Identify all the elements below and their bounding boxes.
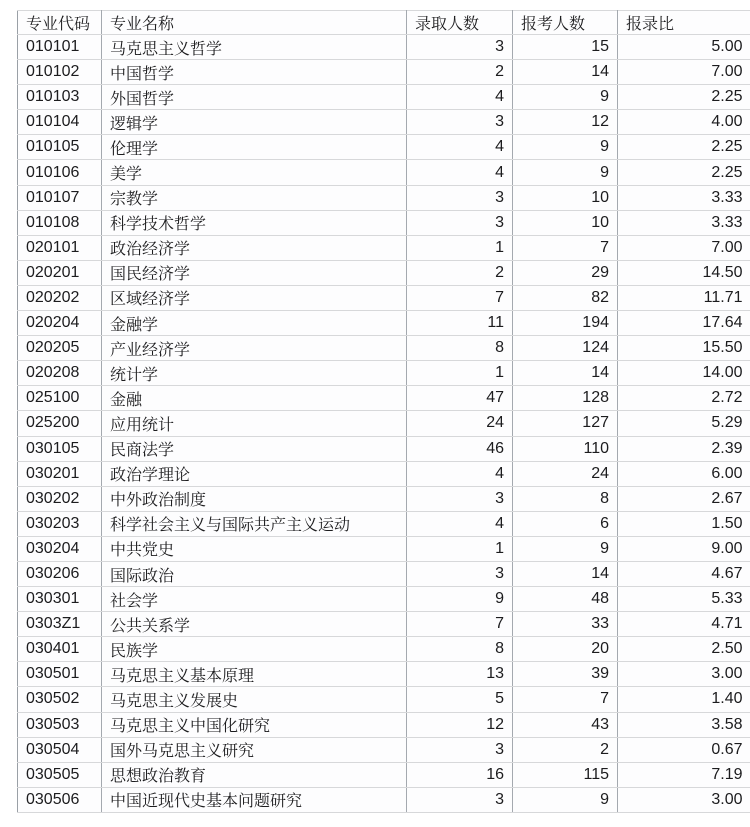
cell-major-code: 030505: [18, 762, 102, 787]
cell-major-code: 030201: [18, 461, 102, 486]
cell-major-code: 030105: [18, 436, 102, 461]
cell-admitted-count: 1: [407, 235, 513, 260]
cell-major-name: 应用统计: [102, 411, 407, 436]
cell-applicant-count: 10: [513, 185, 618, 210]
cell-admitted-count: 9: [407, 587, 513, 612]
cell-admitted-count: 1: [407, 536, 513, 561]
cell-ratio: 1.40: [618, 687, 750, 712]
cell-ratio: 2.72: [618, 386, 750, 411]
cell-major-code: 010101: [18, 35, 102, 60]
cell-major-name: 金融学: [102, 311, 407, 336]
cell-major-name: 科学社会主义与国际共产主义运动: [102, 511, 407, 536]
cell-major-name: 社会学: [102, 587, 407, 612]
cell-applicant-count: 29: [513, 260, 618, 285]
table-row: [18, 762, 750, 787]
table-row: [18, 637, 750, 662]
cell-ratio: 2.67: [618, 486, 750, 511]
cell-applicant-count: 128: [513, 386, 618, 411]
cell-major-name: 金融: [102, 386, 407, 411]
cell-ratio: 4.71: [618, 612, 750, 637]
cell-major-name: 中国近现代史基本问题研究: [102, 787, 407, 812]
cell-major-code: 030203: [18, 511, 102, 536]
cell-major-code: 025100: [18, 386, 102, 411]
cell-major-name: 中共党史: [102, 536, 407, 561]
table-row: [18, 587, 750, 612]
cell-major-code: 020202: [18, 285, 102, 310]
table-row: [18, 511, 750, 536]
table-row: [18, 60, 750, 85]
cell-applicant-count: 43: [513, 712, 618, 737]
cell-major-name: 公共关系学: [102, 612, 407, 637]
cell-admitted-count: 7: [407, 612, 513, 637]
cell-applicant-count: 8: [513, 486, 618, 511]
cell-major-name: 外国哲学: [102, 85, 407, 110]
header-row: [18, 11, 750, 35]
cell-admitted-count: 3: [407, 185, 513, 210]
cell-applicant-count: 20: [513, 637, 618, 662]
cell-ratio: 7.00: [618, 60, 750, 85]
cell-admitted-count: 11: [407, 311, 513, 336]
cell-admitted-count: 13: [407, 662, 513, 687]
table-row: [18, 461, 750, 486]
cell-ratio: 14.00: [618, 361, 750, 386]
table-row: [18, 737, 750, 762]
cell-major-name: 马克思主义基本原理: [102, 662, 407, 687]
cell-admitted-count: 4: [407, 85, 513, 110]
cell-admitted-count: 3: [407, 486, 513, 511]
cell-applicant-count: 7: [513, 687, 618, 712]
cell-applicant-count: 82: [513, 285, 618, 310]
cell-major-code: 025200: [18, 411, 102, 436]
cell-major-name: 统计学: [102, 361, 407, 386]
cell-ratio: 9.00: [618, 536, 750, 561]
cell-applicant-count: 9: [513, 536, 618, 561]
cell-major-code: 030204: [18, 536, 102, 561]
cell-ratio: 2.25: [618, 160, 750, 185]
cell-admitted-count: 46: [407, 436, 513, 461]
cell-applicant-count: 14: [513, 361, 618, 386]
cell-major-name: 科学技术哲学: [102, 210, 407, 235]
cell-ratio: 11.71: [618, 285, 750, 310]
cell-applicant-count: 115: [513, 762, 618, 787]
cell-major-name: 民族学: [102, 637, 407, 662]
cell-ratio: 4.67: [618, 561, 750, 586]
cell-major-name: 马克思主义中国化研究: [102, 712, 407, 737]
table-row: [18, 336, 750, 361]
cell-applicant-count: 14: [513, 60, 618, 85]
cell-admitted-count: 4: [407, 135, 513, 160]
table-row: [18, 35, 750, 60]
cell-ratio: 6.00: [618, 461, 750, 486]
cell-admitted-count: 4: [407, 511, 513, 536]
cell-major-name: 中外政治制度: [102, 486, 407, 511]
cell-ratio: 3.33: [618, 185, 750, 210]
cell-major-code: 030506: [18, 787, 102, 812]
cell-admitted-count: 3: [407, 737, 513, 762]
cell-admitted-count: 3: [407, 210, 513, 235]
cell-applicant-count: 15: [513, 35, 618, 60]
cell-admitted-count: 12: [407, 712, 513, 737]
table-row: [18, 210, 750, 235]
table-row: [18, 235, 750, 260]
cell-major-name: 产业经济学: [102, 336, 407, 361]
cell-ratio: 5.29: [618, 411, 750, 436]
table-row: [18, 135, 750, 160]
cell-major-code: 020205: [18, 336, 102, 361]
table-row: [18, 436, 750, 461]
table-row: [18, 85, 750, 110]
cell-ratio: 2.25: [618, 85, 750, 110]
cell-admitted-count: 2: [407, 260, 513, 285]
table-row: [18, 311, 750, 336]
table-row: [18, 787, 750, 812]
cell-applicant-count: 6: [513, 511, 618, 536]
column-header-major-code: 专业代码: [18, 11, 102, 35]
cell-major-name: 伦理学: [102, 135, 407, 160]
cell-applicant-count: 2: [513, 737, 618, 762]
cell-admitted-count: 16: [407, 762, 513, 787]
cell-major-name: 政治学理论: [102, 461, 407, 486]
table-row: [18, 662, 750, 687]
cell-admitted-count: 7: [407, 285, 513, 310]
table-row: [18, 160, 750, 185]
cell-major-code: 030502: [18, 687, 102, 712]
cell-applicant-count: 39: [513, 662, 618, 687]
cell-major-code: 030503: [18, 712, 102, 737]
cell-applicant-count: 33: [513, 612, 618, 637]
table-row: [18, 712, 750, 737]
cell-admitted-count: 3: [407, 35, 513, 60]
cell-admitted-count: 24: [407, 411, 513, 436]
cell-ratio: 2.50: [618, 637, 750, 662]
cell-admitted-count: 4: [407, 461, 513, 486]
cell-ratio: 5.00: [618, 35, 750, 60]
cell-applicant-count: 24: [513, 461, 618, 486]
cell-ratio: 17.64: [618, 311, 750, 336]
column-header-ratio: 报录比: [618, 11, 750, 35]
cell-admitted-count: 2: [407, 60, 513, 85]
cell-applicant-count: 194: [513, 311, 618, 336]
cell-ratio: 3.00: [618, 662, 750, 687]
cell-major-code: 010106: [18, 160, 102, 185]
table-row: [18, 411, 750, 436]
cell-admitted-count: 4: [407, 160, 513, 185]
cell-applicant-count: 127: [513, 411, 618, 436]
cell-major-code: 020101: [18, 235, 102, 260]
admissions-table: [17, 10, 750, 813]
cell-ratio: 5.33: [618, 587, 750, 612]
column-header-admitted-count: 录取人数: [407, 11, 513, 35]
cell-ratio: 3.00: [618, 787, 750, 812]
cell-major-name: 民商法学: [102, 436, 407, 461]
cell-major-name: 国民经济学: [102, 260, 407, 285]
cell-admitted-count: 8: [407, 637, 513, 662]
cell-admitted-count: 3: [407, 110, 513, 135]
cell-major-name: 马克思主义发展史: [102, 687, 407, 712]
cell-ratio: 7.19: [618, 762, 750, 787]
cell-major-code: 010104: [18, 110, 102, 135]
cell-major-name: 国际政治: [102, 561, 407, 586]
cell-ratio: 7.00: [618, 235, 750, 260]
cell-major-name: 区域经济学: [102, 285, 407, 310]
table-row: [18, 536, 750, 561]
cell-applicant-count: 110: [513, 436, 618, 461]
cell-ratio: 2.39: [618, 436, 750, 461]
cell-major-name: 中国哲学: [102, 60, 407, 85]
cell-major-name: 美学: [102, 160, 407, 185]
table-row: [18, 260, 750, 285]
cell-major-code: 030206: [18, 561, 102, 586]
cell-ratio: 14.50: [618, 260, 750, 285]
cell-ratio: 2.25: [618, 135, 750, 160]
cell-major-name: 思想政治教育: [102, 762, 407, 787]
cell-major-code: 0303Z1: [18, 612, 102, 637]
cell-major-code: 030401: [18, 637, 102, 662]
column-header-applicant-count: 报考人数: [513, 11, 618, 35]
cell-applicant-count: 7: [513, 235, 618, 260]
table-row: [18, 361, 750, 386]
cell-ratio: 4.00: [618, 110, 750, 135]
cell-major-code: 020201: [18, 260, 102, 285]
table-row: [18, 486, 750, 511]
table-row: [18, 612, 750, 637]
cell-major-code: 030202: [18, 486, 102, 511]
cell-major-name: 宗教学: [102, 185, 407, 210]
table-row: [18, 561, 750, 586]
cell-applicant-count: 12: [513, 110, 618, 135]
cell-major-code: 010108: [18, 210, 102, 235]
cell-major-name: 政治经济学: [102, 235, 407, 260]
table-row: [18, 386, 750, 411]
cell-admitted-count: 47: [407, 386, 513, 411]
cell-admitted-count: 5: [407, 687, 513, 712]
cell-ratio: 15.50: [618, 336, 750, 361]
cell-ratio: 3.33: [618, 210, 750, 235]
cell-major-code: 010107: [18, 185, 102, 210]
column-header-major-name: 专业名称: [102, 11, 407, 35]
cell-applicant-count: 124: [513, 336, 618, 361]
cell-admitted-count: 3: [407, 787, 513, 812]
table-row: [18, 687, 750, 712]
cell-applicant-count: 10: [513, 210, 618, 235]
cell-applicant-count: 14: [513, 561, 618, 586]
cell-major-name: 逻辑学: [102, 110, 407, 135]
cell-ratio: 0.67: [618, 737, 750, 762]
cell-applicant-count: 9: [513, 85, 618, 110]
cell-major-code: 010105: [18, 135, 102, 160]
cell-major-code: 030501: [18, 662, 102, 687]
cell-major-name: 国外马克思主义研究: [102, 737, 407, 762]
cell-major-code: 010103: [18, 85, 102, 110]
table-row: [18, 285, 750, 310]
cell-ratio: 1.50: [618, 511, 750, 536]
cell-major-code: 020208: [18, 361, 102, 386]
cell-major-code: 030301: [18, 587, 102, 612]
cell-ratio: 3.58: [618, 712, 750, 737]
cell-admitted-count: 8: [407, 336, 513, 361]
cell-applicant-count: 9: [513, 787, 618, 812]
cell-major-code: 020204: [18, 311, 102, 336]
cell-admitted-count: 1: [407, 361, 513, 386]
cell-major-name: 马克思主义哲学: [102, 35, 407, 60]
cell-admitted-count: 3: [407, 561, 513, 586]
table-row: [18, 185, 750, 210]
cell-applicant-count: 9: [513, 160, 618, 185]
cell-major-code: 030504: [18, 737, 102, 762]
cell-applicant-count: 48: [513, 587, 618, 612]
cell-applicant-count: 9: [513, 135, 618, 160]
cell-major-code: 010102: [18, 60, 102, 85]
table-row: [18, 110, 750, 135]
